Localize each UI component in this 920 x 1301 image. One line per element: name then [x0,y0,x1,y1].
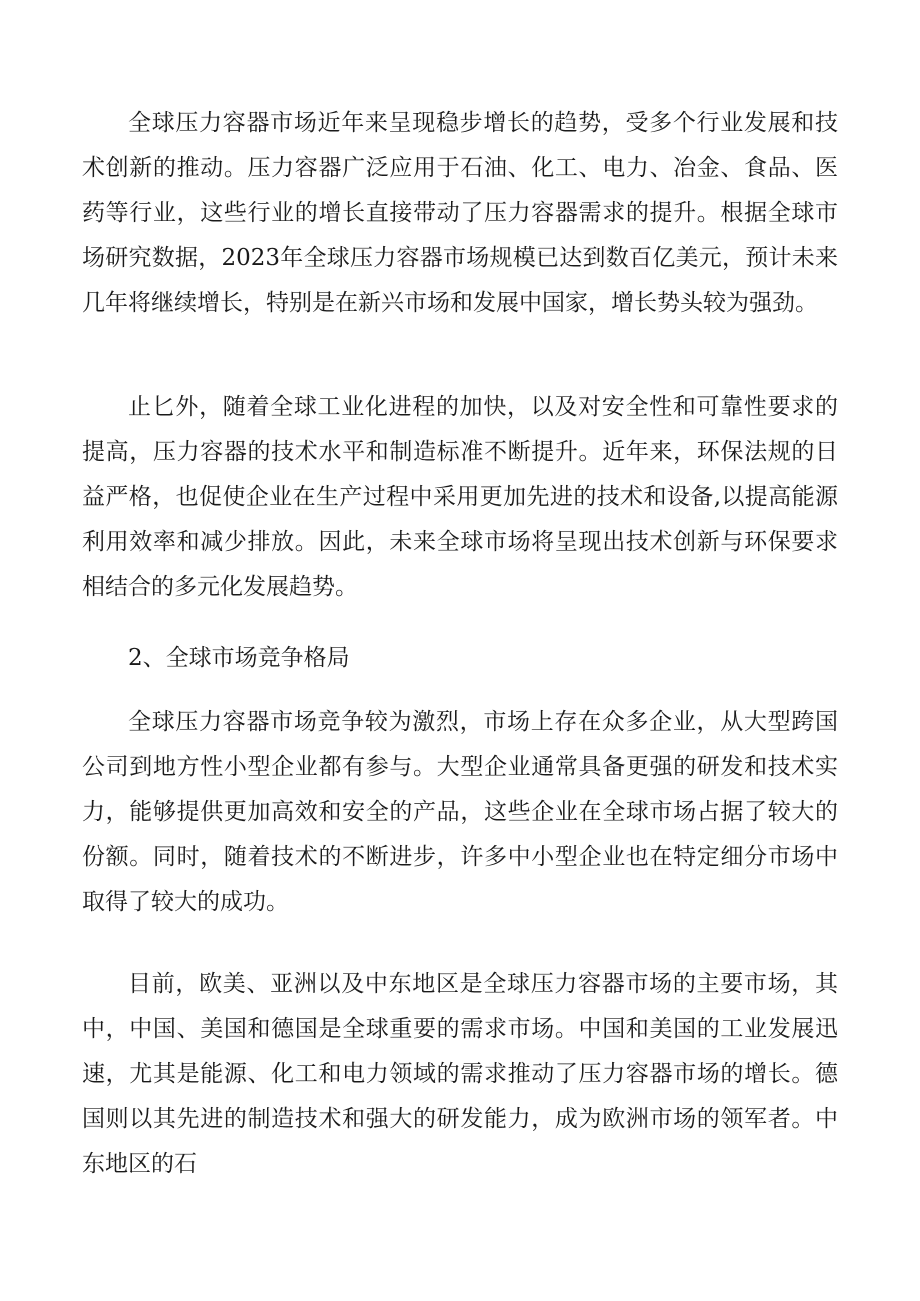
paragraph-technology-trend: 止匕外，随着全球工业化进程的加快，以及对安全性和可靠性要求的提高，压力容器的技术水平和制造标准不断提升。近年来，环保法规的日益严格，也促使企业在生产过程中采用更加先进的技术和设备,以提高能源利用效率和减少排放。因此，未来全球市场将呈现出技术创新与环保要求相结合的多元化发展趋势。 [82,394,838,600]
paragraph-market-growth: 全球压力容器市场近年来呈现稳步增长的趋势，受多个行业发展和技术创新的推动。压力容器广泛应用于石油、化工、电力、冶金、食品、医药等行业，这些行业的增长直接带动了压力容器需求的提升。根据全球市场研究数据，2023年全球压力容器市场规模已达到数百亿美元，预计未来几年将继续增长，特别是在新兴市场和发展中国家，增长势头较为强劲。 [82,110,838,316]
paragraph-regional-markets: 目前，欧美、亚洲以及中东地区是全球压力容器市场的主要市场，其中，中国、美国和德国是全球重要的需求市场。中国和美国的工业发展迅速，尤其是能源、化工和电力领域的需求推动了压力容器市场的增长。德国则以其先进的制造技术和强大的研发能力，成为欧洲市场的领军者。中东地区的石 [82,971,838,1177]
section-heading-competition: 2、全球市场竞争格局 [128,645,350,671]
paragraph-competition: 全球压力容器市场竞争较为激烈，市场上存在众多企业，从大型跨国公司到地方性小型企业都有参与。大型企业通常具备更强的研发和技术实力，能够提供更加高效和安全的产品，这些企业在全球市场占据了较大的份额。同时，随着技术的不断进步，许多中小型企业也在特定细分市场中取得了较大的成功。 [82,709,838,915]
